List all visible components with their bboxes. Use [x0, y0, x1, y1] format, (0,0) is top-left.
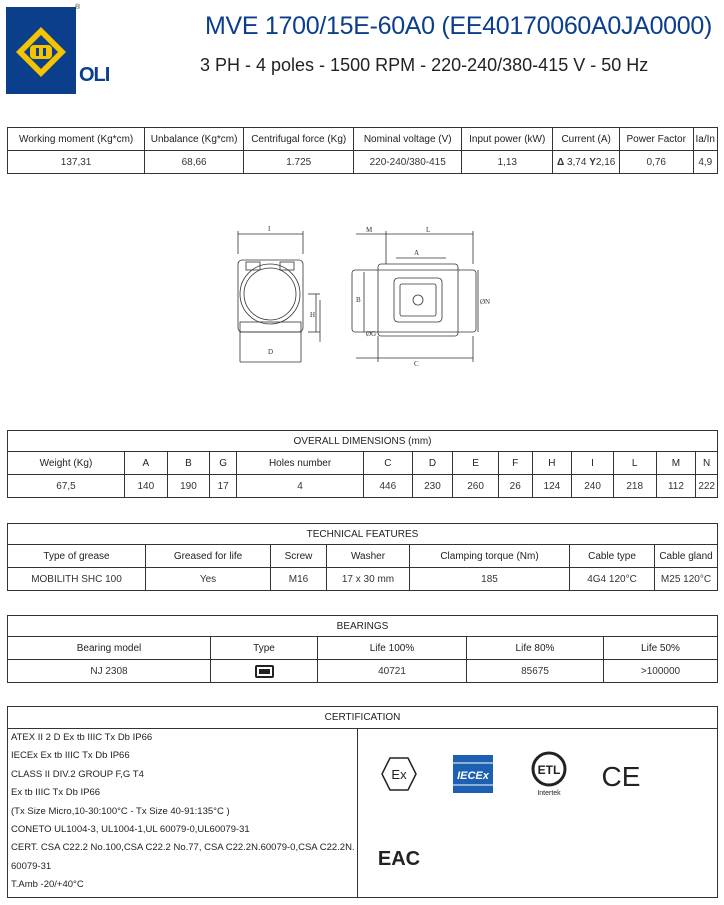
spec-header: Input power (kW): [462, 128, 553, 151]
cert-line: IECEx Ex tb IIIC Tx Db IP66: [11, 750, 130, 762]
delta-symbol: Δ: [556, 156, 565, 168]
dim-header: M: [656, 452, 696, 475]
cert-line: ATEX II 2 D Ex tb IIIC Tx Db IP66: [11, 732, 153, 743]
technical-table: [7, 523, 718, 591]
bearings-table: [7, 615, 718, 683]
tech-value: M16: [271, 568, 327, 591]
bearing-value: 85675: [467, 660, 604, 683]
certification-section: [7, 706, 718, 898]
bearing-header: Type: [211, 637, 318, 660]
label-c: C: [414, 360, 419, 368]
dim-value: 218: [613, 475, 656, 498]
logo-text: OLI: [79, 64, 110, 86]
svg-text:CE: CE: [601, 761, 641, 791]
cert-line: 60079-31: [11, 860, 52, 872]
bearing-type-cell: [211, 660, 318, 683]
dim-header: G: [210, 452, 237, 475]
bearing-header: Life 50%: [604, 637, 718, 660]
spec-value: 68,66: [145, 151, 244, 174]
etl-mark-icon: [529, 751, 569, 797]
bearing-value: >100000: [604, 660, 718, 683]
tech-header: Washer: [327, 545, 410, 568]
eac-mark-icon: [377, 833, 421, 877]
bearing-value: NJ 2308: [8, 660, 211, 683]
cert-line: T.Amb -20/+40°C: [11, 879, 84, 891]
dimensions-table: [7, 430, 718, 498]
star-symbol: Y: [589, 156, 596, 168]
svg-text:EAC: EAC: [377, 848, 421, 870]
label-g: ØG: [366, 330, 377, 338]
svg-text:ETL: ETL: [537, 763, 561, 777]
label-b: B: [356, 296, 361, 304]
dim-header: B: [167, 452, 210, 475]
tech-value: 185: [410, 568, 570, 591]
dim-value: 446: [364, 475, 413, 498]
page-subtitle: 3 PH - 4 poles - 1500 RPM - 220-240/380-415 V - 50 Hz: [200, 55, 649, 75]
dim-header: A: [124, 452, 167, 475]
dim-value: 112: [656, 475, 696, 498]
bearing-header: Life 100%: [318, 637, 467, 660]
label-l: L: [426, 226, 431, 234]
spec-value: 4,9: [693, 151, 717, 174]
certification-marks: [359, 729, 717, 897]
dimension-drawing: [228, 222, 498, 372]
label-h: H: [310, 311, 316, 319]
spec-header: Nominal voltage (V): [354, 128, 462, 151]
dim-value: 4: [237, 475, 364, 498]
bearing-header: Life 80%: [467, 637, 604, 660]
bearing-header: Bearing model: [8, 637, 211, 660]
star-value: 2,16: [595, 156, 616, 168]
cert-line: CLASS II DIV.2 GROUP F,G T4: [11, 768, 144, 780]
label-a: A: [414, 249, 420, 257]
dim-value: 190: [167, 475, 210, 498]
dim-header: L: [613, 452, 656, 475]
iecex-mark-icon: [453, 755, 493, 793]
svg-text:Ex: Ex: [391, 767, 407, 782]
spec-value: 220-240/380-415: [354, 151, 462, 174]
tech-header: Screw: [271, 545, 327, 568]
technical-caption: TECHNICAL FEATURES: [8, 524, 718, 545]
dim-header: D: [412, 452, 453, 475]
dim-value: 17: [210, 475, 237, 498]
registered-mark: ®: [75, 4, 81, 11]
spec-header: Current (A): [553, 128, 620, 151]
oli-logo: [6, 7, 76, 94]
spec-header: Unbalance (Kg*cm): [145, 128, 244, 151]
certification-text: [8, 729, 358, 898]
label-m: M: [366, 226, 373, 234]
ce-mark-icon: [599, 761, 643, 791]
tech-header: Cable gland: [655, 545, 718, 568]
tech-header: Type of grease: [8, 545, 146, 568]
dim-header: F: [498, 452, 532, 475]
tech-value: 4G4 120°C: [570, 568, 655, 591]
dim-header: C: [364, 452, 413, 475]
specs-table: [7, 127, 718, 174]
dim-header: Weight (Kg): [8, 452, 125, 475]
cert-line: (Tx Size Micro,10-30:100°C - Tx Size 40-91:135°C ): [11, 805, 230, 817]
spec-header: Ia/In: [693, 128, 717, 151]
dim-value: 222: [696, 475, 718, 498]
dim-header: I: [572, 452, 614, 475]
dimensions-caption: OVERALL DIMENSIONS (mm): [8, 431, 718, 452]
tech-value: M25 120°C: [655, 568, 718, 591]
bearings-caption: BEARINGS: [8, 616, 718, 637]
dim-header: E: [453, 452, 499, 475]
tech-value: 17 x 30 mm: [327, 568, 410, 591]
tech-value: Yes: [146, 568, 271, 591]
dim-value: 124: [532, 475, 572, 498]
dim-value: 140: [124, 475, 167, 498]
tech-header: Clamping torque (Nm): [410, 545, 570, 568]
ex-mark-icon: [381, 757, 417, 791]
dim-value: 67,5: [8, 475, 125, 498]
label-n: ØN: [480, 298, 491, 306]
spec-header: Centrifugal force (Kg): [244, 128, 354, 151]
bearing-value: 40721: [318, 660, 467, 683]
current-value: [553, 151, 620, 174]
spec-value: 0,76: [619, 151, 693, 174]
certification-caption: CERTIFICATION: [8, 707, 717, 729]
dim-value: 26: [498, 475, 532, 498]
dim-header: H: [532, 452, 572, 475]
cert-line: Ex tb IIIC Tx Db IP66: [11, 787, 101, 799]
label-d: D: [268, 348, 274, 356]
spec-value: 1.725: [244, 151, 354, 174]
dim-value: 230: [412, 475, 453, 498]
tech-header: Greased for life: [146, 545, 271, 568]
spec-value: 1,13: [462, 151, 553, 174]
spec-header: Power Factor: [619, 128, 693, 151]
svg-text:IECEx: IECEx: [457, 770, 489, 782]
dim-value: 260: [453, 475, 499, 498]
svg-text:Intertek: Intertek: [537, 790, 561, 797]
dim-header: N: [696, 452, 718, 475]
dim-header: Holes number: [237, 452, 364, 475]
spec-value: 137,31: [8, 151, 145, 174]
tech-value: MOBILITH SHC 100: [8, 568, 146, 591]
cert-line: CERT. CSA C22.2 No.100,CSA C22.2 No.77, CSA C22.2N.60079-0,CSA C22.2N.: [11, 842, 355, 854]
cert-line: CONETO UL1004-3, UL1004-1,UL 60079-0,UL60079-31: [11, 824, 250, 836]
page-title: MVE 1700/15E-60A0 (EE40170060A0JA0000): [205, 12, 713, 40]
delta-value: 3,74: [566, 156, 587, 168]
label-i: I: [268, 225, 271, 233]
roller-bearing-icon: [255, 665, 274, 678]
spec-header: Working moment (Kg*cm): [8, 128, 145, 151]
tech-header: Cable type: [570, 545, 655, 568]
dim-value: 240: [572, 475, 614, 498]
